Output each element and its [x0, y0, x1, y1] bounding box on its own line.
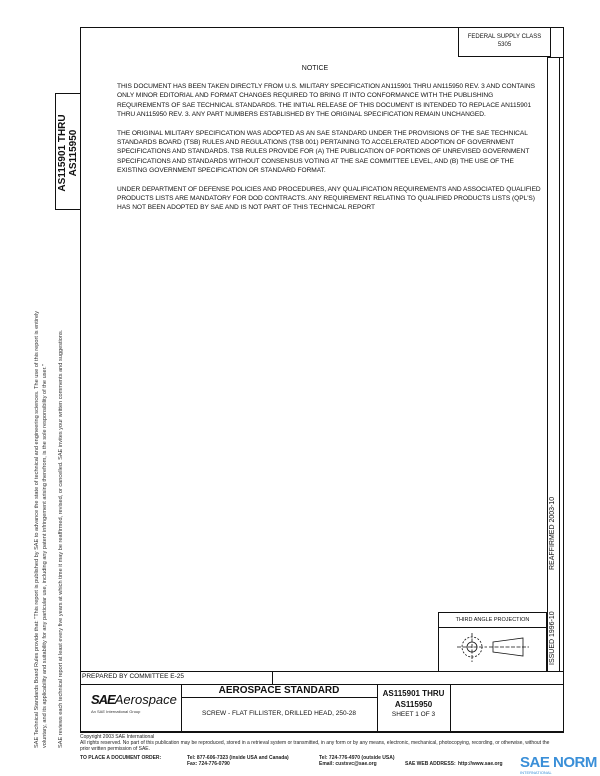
frame-right [563, 27, 564, 732]
date-column-left [547, 57, 548, 671]
rights-statement: All rights reserved. No part of this publication may be reproduced, stored in a retrieval system or transmitted, in any form or by any means, electronic, mechanical, photocopying, recording, or otherwise, without the prior written permission of SAE. [80, 740, 550, 752]
copyright: Copyright 2003 SAE International [80, 734, 155, 740]
phone-outside-usa: Tel: 724-776-4970 (outside USA) [319, 755, 395, 761]
watermark-text: SAE NORM [520, 754, 597, 771]
doc-type-divider [181, 697, 377, 698]
notice-paragraph-3: UNDER DEPARTMENT OF DEFENSE POLICIES AND PROCEDURES, ANY QUALIFICATION REQUIREMENTS AND ASSOCIATED QUALIFIED PRODUCTS LISTS ARE MANDATORY FOR DOD CONTRACTS. ANY REQUIREMENT RELATING TO QUALIFIED PRODUCTS LISTS (QPL'S) HAS NOT BEEN ADOPTED BY SAE AND IS NOT PART OF THIS TECHNICAL REPORT [117, 185, 541, 212]
document-title: SCREW - FLAT FILLISTER, DRILLED HEAD, 250-28 [202, 710, 356, 717]
disclaimer-line-1: SAE Technical Standards Board Rules provide that: "This report is published by SAE to advance the state of technical and engineering sciences. The use of this report is entirely [34, 310, 40, 748]
third-angle-projection-box [438, 612, 547, 671]
fax: Fax: 724-776-0790 [187, 761, 230, 767]
federal-supply-class-box [458, 27, 550, 57]
footer [80, 734, 560, 752]
side-title-line-1: AS115901 THRU [57, 114, 68, 192]
phone-inside-usa: Tel: 877-606-7323 (inside USA and Canada) [187, 755, 289, 761]
document-number-line-1: AS115901 THRU [382, 689, 445, 698]
side-title [57, 94, 79, 212]
projection-label: THIRD ANGLE PROJECTION [439, 613, 546, 628]
web-address[interactable]: http://www.sae.org [458, 761, 503, 767]
document-number [377, 688, 450, 710]
logo-aerospace: Aerospace [114, 692, 177, 707]
notice-title: NOTICE [301, 65, 329, 72]
logo-subtitle: An SAE International Group [91, 709, 141, 714]
sae-norm-watermark [520, 756, 600, 775]
disclaimer-line-2: voluntary, and its applicability and suitability for any particular use, including any patent infringement arising therefrom, is the sole responsibility of the user." [42, 364, 48, 748]
frame-left [80, 27, 81, 732]
reaffirmed-date: REAFFIRMED 2003-10 [549, 496, 556, 570]
disclaimer-line-3: SAE reviews each technical report at least every five years at which time it may be reaffirmed, revised, or cancelled. SAE invites your written comments and suggestions. [58, 329, 64, 748]
web-label: SAE WEB ADDRESS: [405, 761, 456, 767]
date-column-right [559, 57, 560, 671]
issued-date: ISSUED 1996-10 [549, 611, 556, 665]
document-type: AEROSPACE STANDARD [218, 685, 340, 696]
fsc-label: FEDERAL SUPPLY CLASS [467, 34, 542, 40]
third-angle-projection-icon [439, 628, 546, 672]
logo-sae: SAE [91, 692, 115, 707]
watermark-sub: INTERNATIONAL [520, 770, 552, 775]
prepared-divider [272, 671, 273, 684]
sae-aerospace-logo [91, 691, 177, 714]
date-column-top [547, 57, 563, 58]
order-label: TO PLACE A DOCUMENT ORDER: [80, 755, 162, 761]
side-title-line-2: AS115950 [68, 129, 79, 177]
document-number-line-2: AS115950 [394, 700, 433, 709]
email: Email: custsvc@sae.org [319, 761, 377, 767]
fsc-code: 5305 [497, 42, 512, 48]
notice-body [117, 82, 545, 222]
sheet-number: SHEET 1 OF 3 [391, 711, 436, 718]
number-divider [450, 684, 451, 732]
notice-paragraph-2: THE ORIGINAL MILITARY SPECIFICATION WAS ADOPTED AS AN SAE STANDARD UNDER THE PROVISIONS OF THE SAE TECHNICAL STANDARDS BOARD (TSB) RULES AND REGULATIONS (TSB 001) PERTAINING TO ACCELERATED ADOPTION OF GOVERNMENT SPECIFICATIONS AND STANDARDS. TSB RULES PROVIDE FOR (A) THE PUBLICATION OF PORTIONS OF UNREVISED GOVERNMENT SPECIFICATIONS AND STANDARDS WITHOUT CONSENSUS VOTING AT THE SAE COMMITTEE LEVEL, AND (B) THE USE OF THE EXISTING GOVERNMENT SPECIFICATION OR STANDARD FORMAT. [117, 129, 530, 175]
prepared-by: PREPARED BY COMMITTEE E-25 [82, 673, 184, 680]
frame-divider [550, 27, 551, 57]
frame-bottom [80, 731, 564, 733]
notice-paragraph-1: THIS DOCUMENT HAS BEEN TAKEN DIRECTLY FROM U.S. MILITARY SPECIFICATION AN115901 THRU AN115950 REV. 3 AND CONTAINS ONLY MINOR EDITORIAL AND FORMAT CHANGES REQUIRED TO BRING IT INTO CONFORMANCE WITH THE PUBLISHING REQUIREMENTS OF SAE TECHNICAL STANDARDS. THE INITIAL RELEASE OF THIS DOCUMENT IS INTENDED TO REPLACE AN115901 THRU AN115950 REV. 3. ANY PART NUMBERS ESTABLISHED BY THE ORIGINAL SPECIFICATION REMAIN UNCHANGED. [117, 83, 535, 119]
title-block-top [80, 671, 563, 672]
